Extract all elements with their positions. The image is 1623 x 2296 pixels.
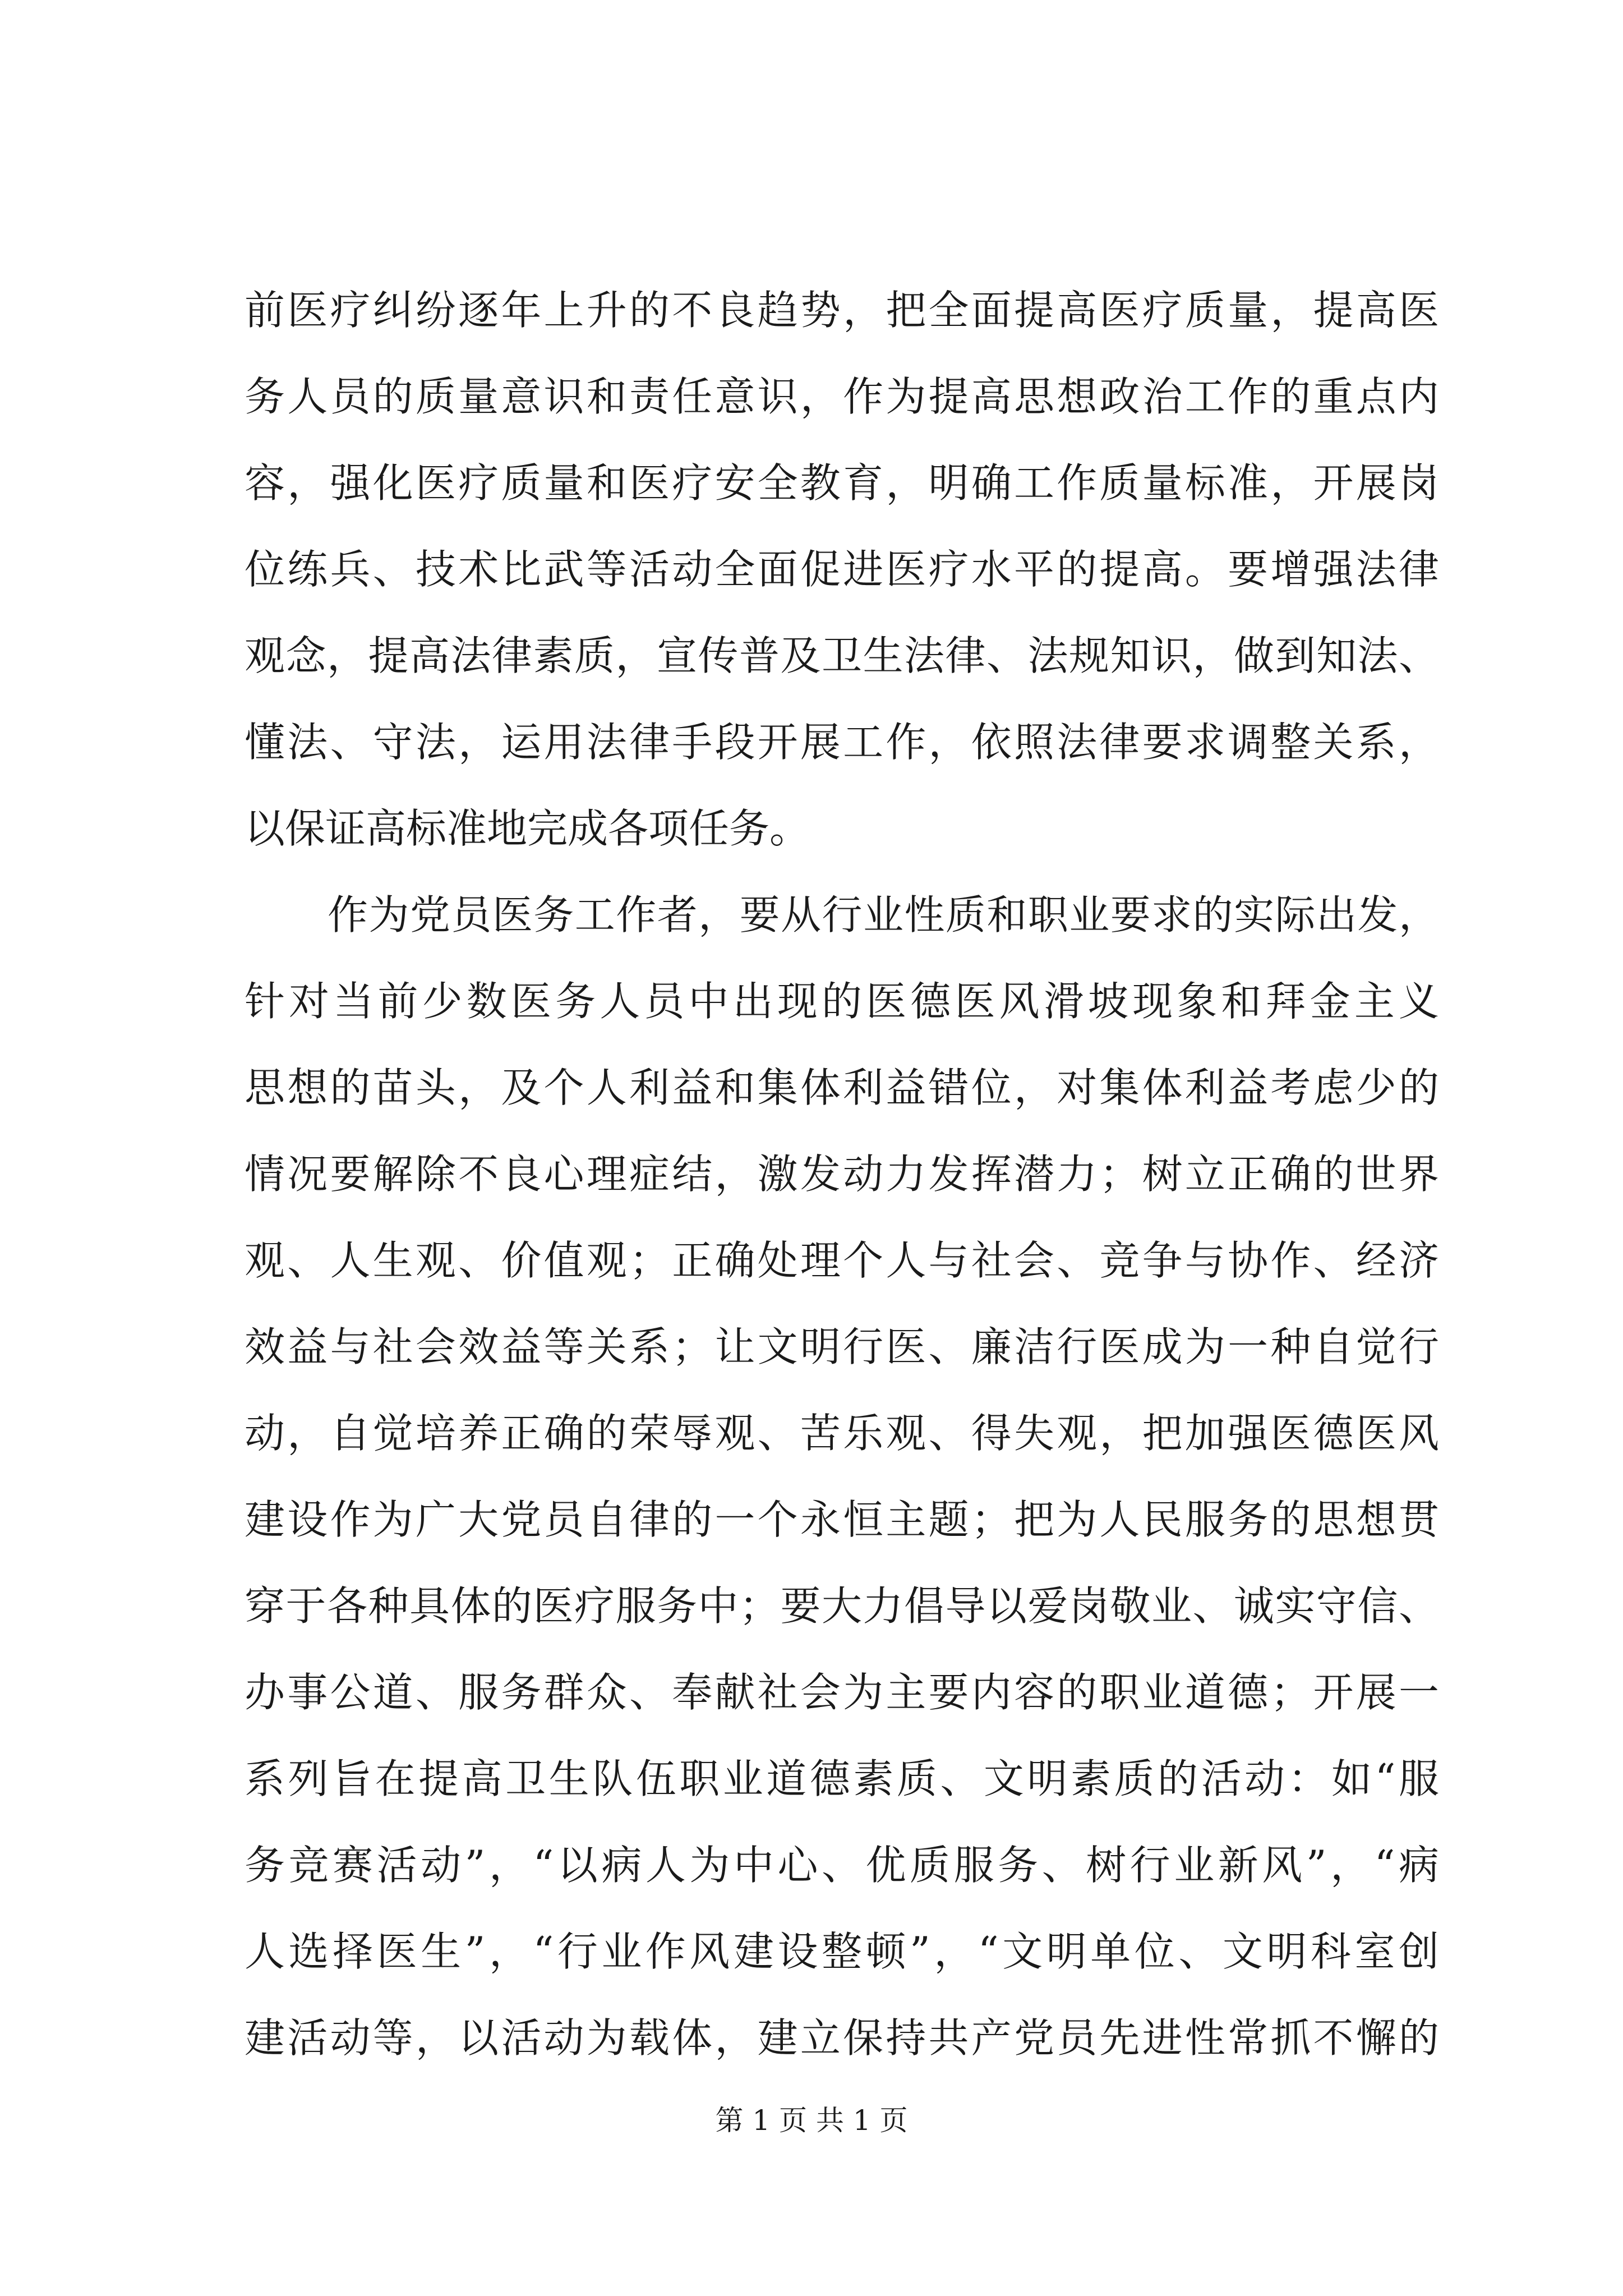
text-line: 人选择医生”，“行业作风建设整顿”，“文明单位、文明科室创 — [245, 1928, 1439, 1975]
text-line: 容，强化医疗质量和医疗安全教育，明确工作质量标准，开展岗 — [245, 459, 1439, 507]
paragraph-first-line: 作为党员医务工作者，要从行业性质和职业要求的实际出发， — [328, 891, 1439, 938]
page-number-footer: 第 1 页 共 1 页 — [715, 2104, 908, 2137]
text-line: 情况要解除不良心理症结，激发动力发挥潜力；树立正确的世界 — [245, 1151, 1439, 1198]
text-line: 懂法、守法，运用法律手段开展工作，依照法律要求调整关系， — [245, 719, 1439, 766]
document-body — [245, 267, 1439, 2081]
text-line: 办事公道、服务群众、奉献社会为主要内容的职业道德；开展一 — [245, 1669, 1439, 1716]
text-line: 观念，提高法律素质，宣传普及卫生法律、法规知识，做到知法、 — [245, 632, 1439, 679]
text-line: 动，自觉培养正确的荣辱观、苦乐观、得失观，把加强医德医风 — [245, 1410, 1439, 1457]
text-line: 针对当前少数医务人员中出现的医德医风滑坡现象和拜金主义 — [245, 978, 1439, 1025]
text-line: 思想的苗头，及个人利益和集体利益错位，对集体利益考虑少的 — [245, 1064, 1439, 1111]
text-line: 位练兵、技术比武等活动全面促进医疗水平的提高。要增强法律 — [245, 546, 1439, 593]
text-line: 穿于各种具体的医疗服务中；要大力倡导以爱岗敬业、诚实守信、 — [245, 1582, 1439, 1630]
text-line: 效益与社会效益等关系；让文明行医、廉洁行医成为一种自觉行 — [245, 1323, 1439, 1370]
text-line: 建设作为广大党员自律的一个永恒主题；把为人民服务的思想贯 — [245, 1496, 1439, 1543]
text-line: 系列旨在提高卫生队伍职业道德素质、文明素质的活动：如“服 — [245, 1755, 1439, 1802]
text-line: 建活动等，以活动为载体，建立保持共产党员先进性常抓不懈的 — [245, 2014, 1439, 2062]
text-line: 前医疗纠纷逐年上升的不良趋势，把全面提高医疗质量，提高医 — [245, 287, 1439, 334]
text-line: 务竞赛活动”，“以病人为中心、优质服务、树行业新风”，“病 — [245, 1842, 1439, 1889]
text-line: 以保证高标准地完成各项任务。 — [245, 805, 810, 852]
text-line: 务人员的质量意识和责任意识，作为提高思想政治工作的重点内 — [245, 373, 1439, 420]
text-line: 观、人生观、价值观；正确处理个人与社会、竞争与协作、经济 — [245, 1237, 1439, 1284]
